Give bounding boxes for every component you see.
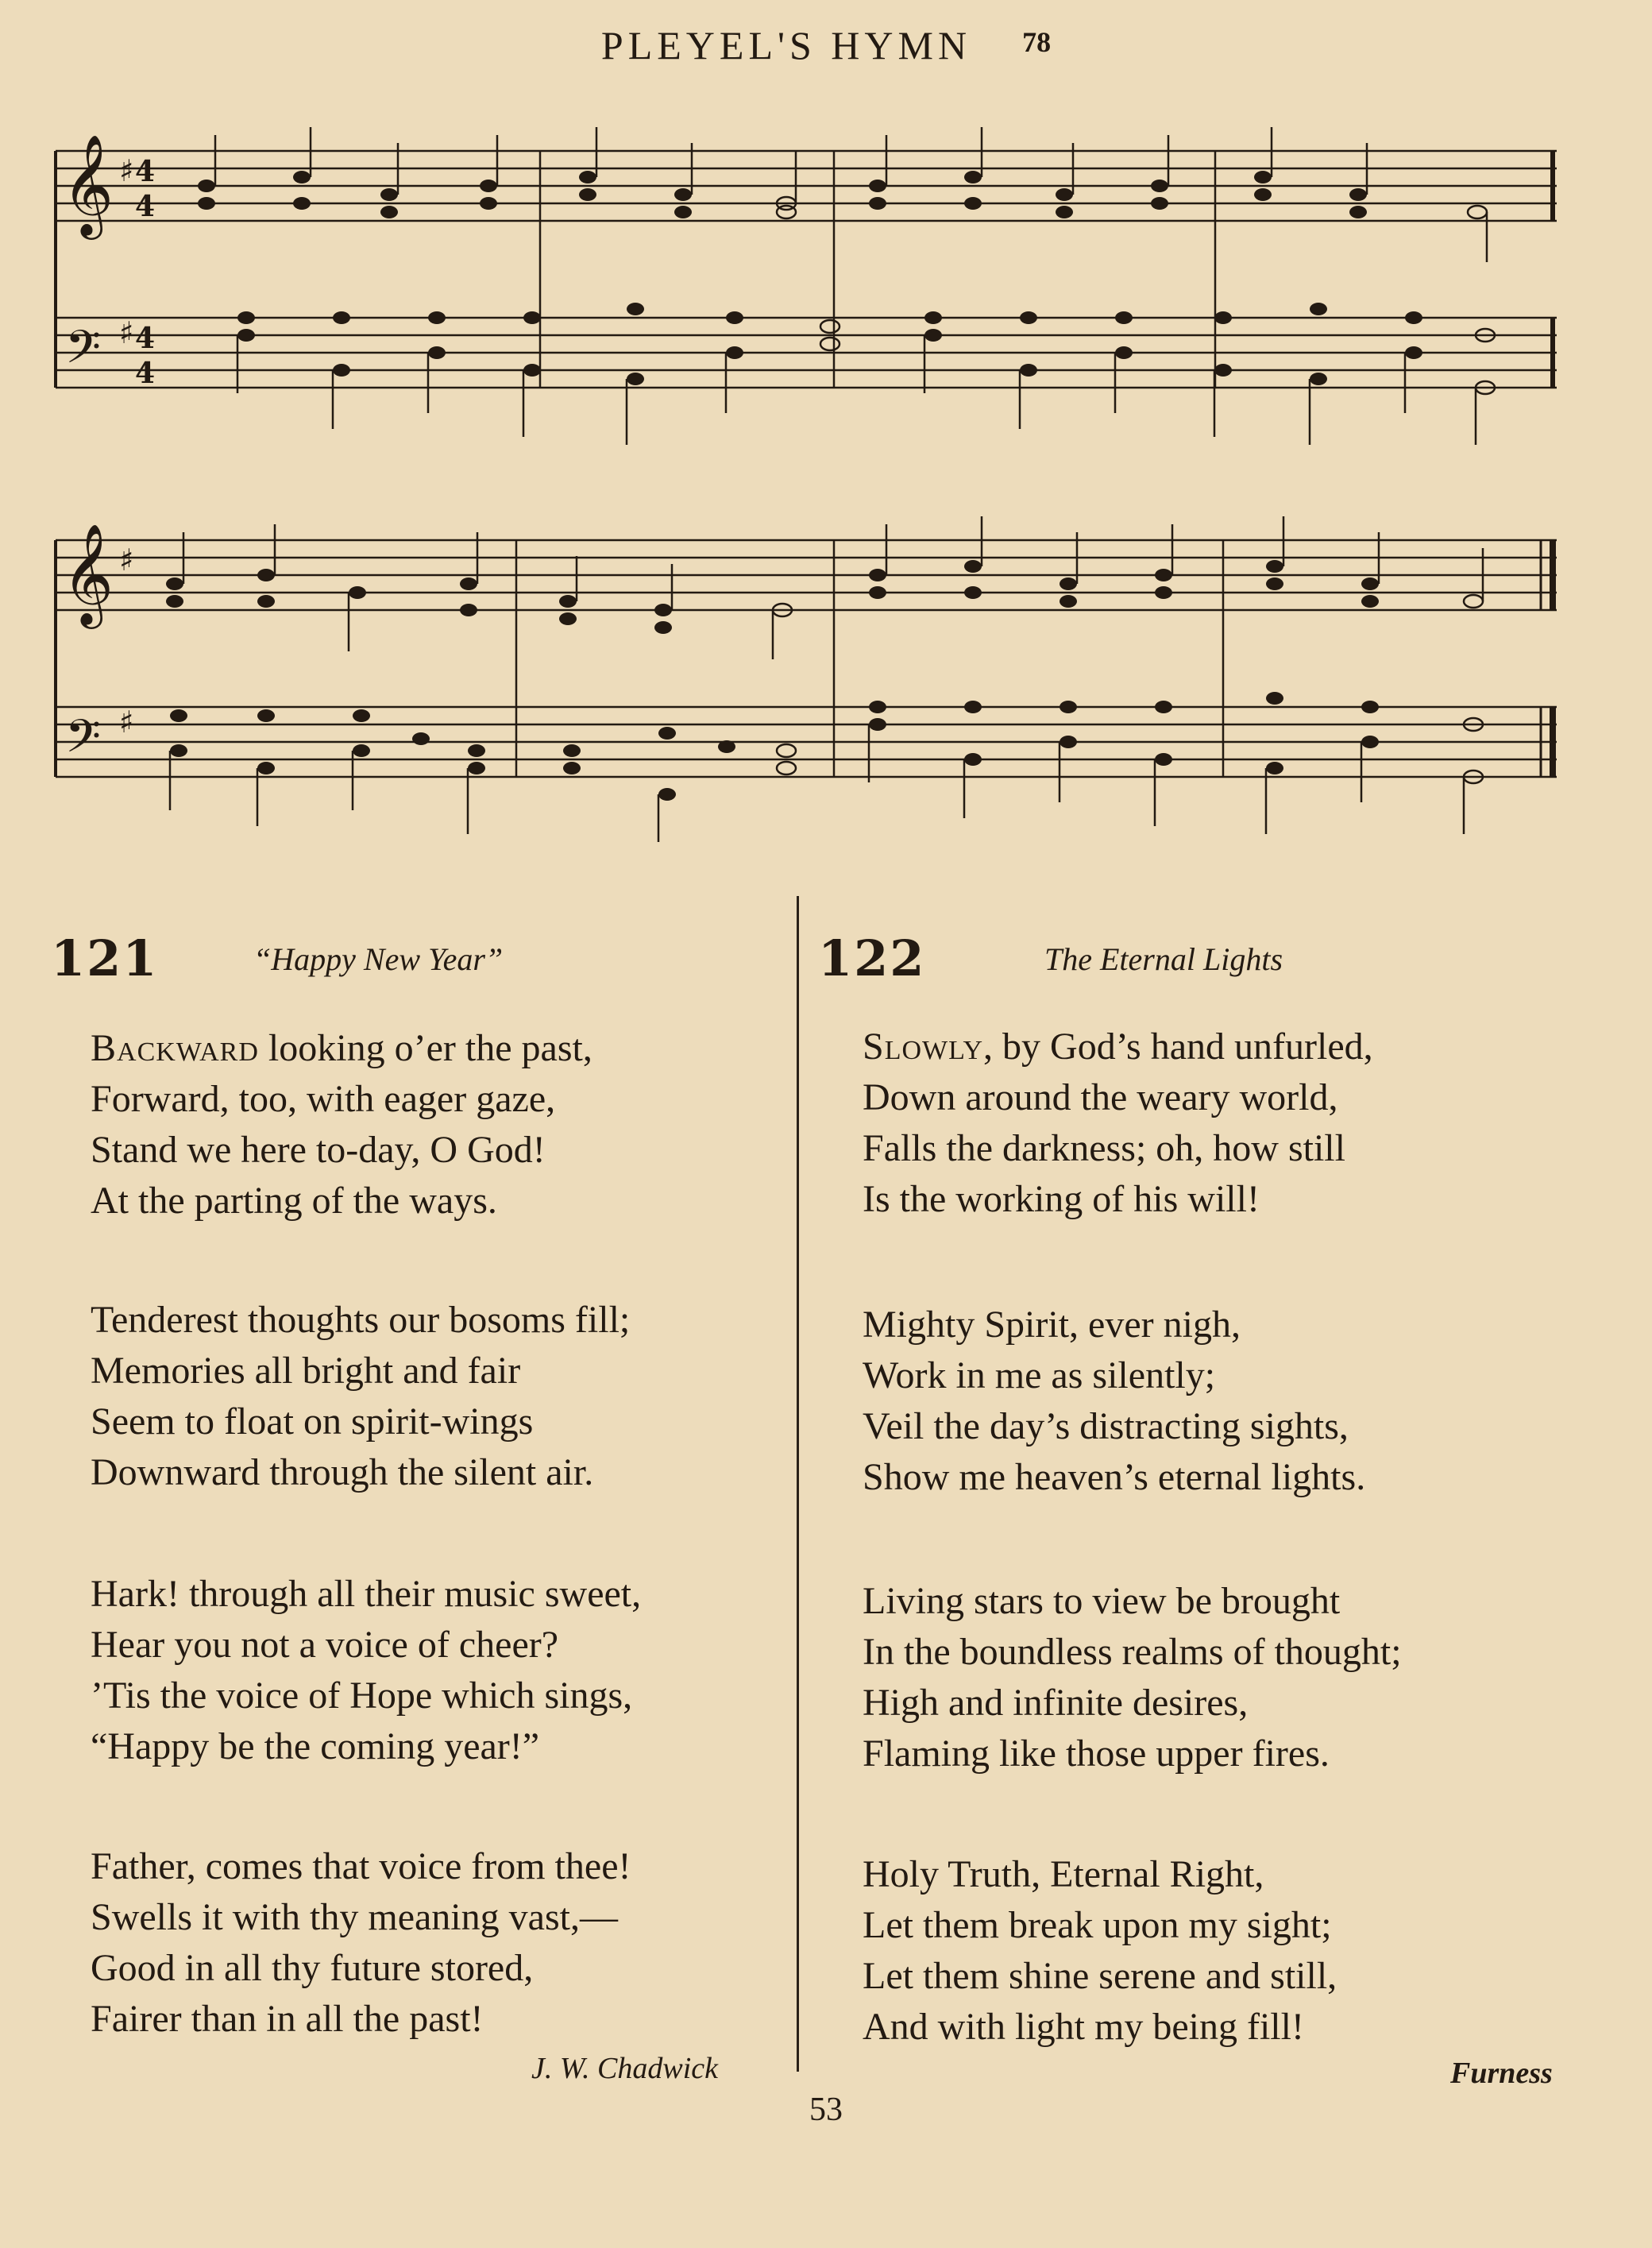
music-system-1: [48, 119, 1565, 485]
verse-line: High and infinite desires,: [863, 1682, 1249, 1724]
verse-line: Hear you not a voice of cheer?: [91, 1624, 559, 1666]
first-word: Slowly: [863, 1026, 984, 1068]
svg-text:𝄞: 𝄞: [62, 133, 114, 235]
stanza-2: [863, 1300, 1365, 1503]
verse-line: Let them break upon my sight;: [863, 1904, 1332, 1946]
verse-line: Fairer than in all the past!: [91, 1998, 484, 2040]
verse-line: Downward through the silent air.: [91, 1451, 594, 1493]
stanza-1: [863, 1022, 1373, 1225]
svg-text:♯: ♯: [119, 153, 134, 188]
svg-text:4: 4: [135, 155, 156, 188]
verse-line: Seem to float on spirit-wings: [91, 1400, 534, 1443]
verse-line: Down around the weary world,: [863, 1076, 1338, 1118]
verse-line: Memories all bright and fair: [91, 1350, 521, 1392]
svg-text:♯: ♯: [119, 315, 134, 350]
verse-line: Stand we here to-day, O God!: [91, 1129, 546, 1171]
stanza-3: [863, 1576, 1402, 1779]
verse-line: Hark! through all their music sweet,: [91, 1573, 642, 1615]
verse-line: Good in all thy future stored,: [91, 1947, 534, 1989]
verse-line: Father, comes that voice from thee!: [91, 1845, 631, 1887]
verse-line: “Happy be the coming year!”: [91, 1725, 540, 1767]
svg-text:♯: ♯: [119, 542, 134, 577]
verse-line: Veil the day’s distracting sights,: [863, 1405, 1349, 1447]
hymn-author: Furness: [1450, 2057, 1553, 2090]
verse-line: Living stars to view be brought: [863, 1580, 1341, 1622]
stanza-4: [91, 1841, 631, 2045]
verse-line: And with light my being fill!: [863, 2006, 1304, 2048]
page-number: 53: [809, 2092, 843, 2128]
svg-text:♯: ♯: [119, 704, 134, 740]
column-divider: [797, 896, 799, 2072]
verse-line: In the boundless realms of thought;: [863, 1631, 1402, 1673]
hymn-title: “Happy New Year”: [253, 941, 504, 977]
page-header: [0, 22, 1652, 68]
verse-line: ’Tis the voice of Hope which sings,: [91, 1674, 633, 1717]
verse-line: Tenderest thoughts our bosoms fill;: [91, 1299, 631, 1341]
verse-line: Forward, too, with eager gaze,: [91, 1078, 556, 1120]
music-staves-2: [48, 508, 1565, 874]
svg-text:𝄞: 𝄞: [62, 523, 114, 624]
verse-line: Let them shine serene and still,: [863, 1955, 1337, 1997]
svg-text:𝄢: 𝄢: [65, 320, 102, 385]
hymn-number: 122: [818, 929, 926, 987]
tune-number: 78: [1022, 26, 1052, 58]
verse-line: At the parting of the ways.: [91, 1180, 497, 1222]
verse-line: Slowly, by God’s hand unfurled,: [863, 1026, 1373, 1068]
stanza-4: [863, 1849, 1337, 2053]
verse-line: Is the working of his will!: [863, 1178, 1260, 1220]
hymn-title: The Eternal Lights: [1044, 941, 1283, 977]
verse-line: Holy Truth, Eternal Right,: [863, 1853, 1264, 1895]
svg-text:4: 4: [135, 322, 156, 355]
verse-line: Flaming like those upper fires.: [863, 1732, 1330, 1775]
tune-name: PLEYEL'S HYMN: [600, 23, 972, 68]
verse-line: Work in me as silently;: [863, 1354, 1216, 1396]
stanza-2: [91, 1295, 630, 1498]
music-system-2: [48, 508, 1565, 874]
hymn-number: 121: [51, 929, 159, 987]
verse-line: Backward looking o’er the past,: [91, 1027, 592, 1069]
svg-text:𝄢: 𝄢: [65, 709, 102, 774]
stanza-3: [91, 1569, 641, 1772]
verse-line: Show me heaven’s eternal lights.: [863, 1456, 1366, 1498]
verse-line: Swells it with thy meaning vast,—: [91, 1896, 618, 1938]
first-word: Backward: [91, 1027, 259, 1069]
stanza-1: [91, 1023, 592, 1226]
verse-line: Mighty Spirit, ever nigh,: [863, 1304, 1241, 1346]
verse-line: Falls the darkness; oh, how still: [863, 1127, 1345, 1169]
hymn-author: J. W. Chadwick: [531, 2052, 719, 2085]
hymn-121: [51, 929, 782, 2089]
svg-text:4: 4: [135, 357, 156, 390]
hymn-122: [818, 929, 1612, 2089]
music-staves-1: [48, 119, 1565, 485]
svg-text:4: 4: [135, 190, 156, 223]
